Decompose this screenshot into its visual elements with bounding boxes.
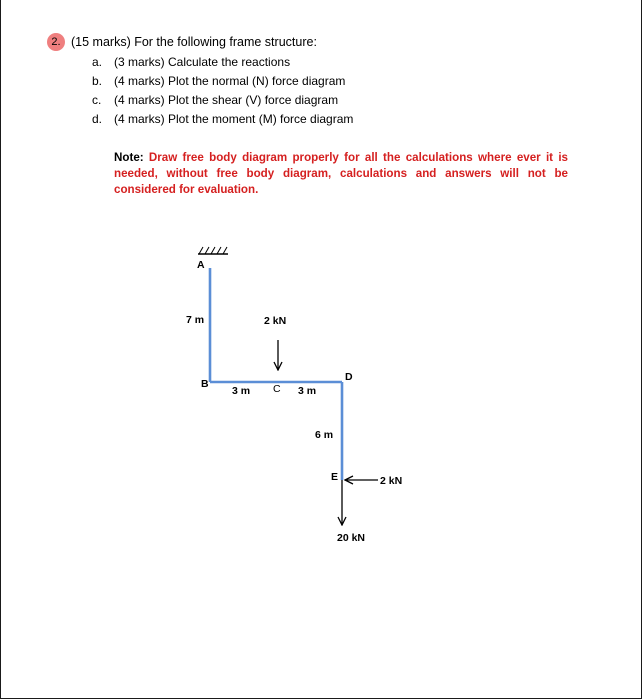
node-label-d: D <box>345 371 353 383</box>
node-label-c: C <box>273 383 281 395</box>
part-text: (3 marks) Calculate the reactions <box>114 54 291 69</box>
part-letter: c. <box>92 92 102 107</box>
dimension-cd: 3 m <box>298 385 317 397</box>
dimension-de: 6 m <box>315 429 334 441</box>
node-label-a: A <box>197 259 205 271</box>
part-letter: a. <box>92 54 103 69</box>
question-number-badge: 2. <box>47 33 65 51</box>
node-label-e: E <box>331 471 339 483</box>
dimension-ab: 7 m <box>186 314 205 326</box>
part-letter: d. <box>92 111 103 126</box>
load-label-e-horizontal: 2 kN <box>380 475 403 487</box>
question-text: (15 marks) For the following frame structure: <box>71 35 317 49</box>
dimension-bc: 3 m <box>232 385 251 397</box>
part-text: (4 marks) Plot the moment (M) force diagram <box>114 111 354 126</box>
part-letter: b. <box>92 73 103 88</box>
node-label-b: B <box>201 378 209 390</box>
load-label-c: 2 kN <box>264 315 287 327</box>
part-text: (4 marks) Plot the normal (N) force diagram <box>114 73 346 88</box>
note-label: Note: <box>114 151 144 164</box>
part-text: (4 marks) Plot the shear (V) force diagram <box>114 92 339 107</box>
load-label-e-down: 20 kN <box>337 532 366 544</box>
fixed-support-icon <box>198 247 228 254</box>
note-text: Draw free body diagram properly for all the calculations where ever it is needed, without free body diagram, calculations and answers will not be considered for evaluation. <box>114 151 568 196</box>
